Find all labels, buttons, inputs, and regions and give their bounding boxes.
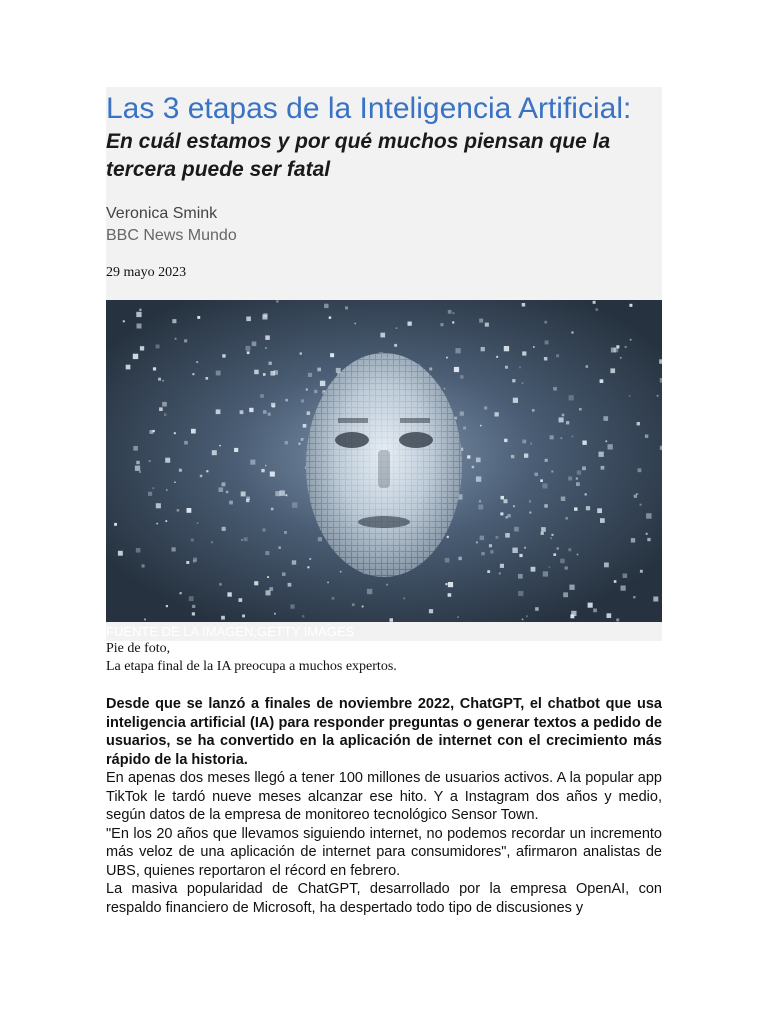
publish-date: 29 mayo 2023 (106, 265, 187, 280)
image-credit: FUENTE DE LA IMAGEN,GETTY IMAGES (106, 624, 355, 639)
article-photo (106, 300, 662, 622)
lead-paragraph: Desde que se lanzó a finales de noviembre 2022, ChatGPT, el chatbot que usa inteligencia artificial (IA) para responder preguntas o generar textos a pedido de usuarios, se ha convertido en la aplicación de internet con el crecimiento más rápido de la historia. (106, 696, 662, 768)
article-body (106, 695, 662, 917)
digital-face-illustration (106, 300, 662, 622)
body-paragraph-3: La masiva popularidad de ChatGPT, desarrollado por la empresa OpenAI, con respaldo financiero de Microsoft, ha despertado todo tipo de discusiones y (106, 881, 662, 916)
body-paragraph-1: En apenas dos meses llegó a tener 100 millones de usuarios activos. A la popular app TikTok le tardó nueve meses alcanzar ese hito. Y a Instagram dos años y medio, según datos de la empresa de monitoreo tecnológico Sensor Town. (106, 770, 662, 823)
author-name: Veronica Smink (106, 205, 218, 222)
caption-label: Pie de foto, (106, 641, 171, 656)
article-subtitle: En cuál estamos y por qué muchos piensan que la tercera puede ser fatal (106, 130, 611, 181)
outlet-name: BBC News Mundo (106, 227, 237, 244)
body-paragraph-2: "En los 20 años que llevamos siguiendo internet, no podemos recordar un incremento más veloz de una aplicación de internet para consumidores", afirmaron analistas de UBS, quienes reportaron el récord en febrero. (106, 825, 662, 879)
article-title: Las 3 etapas de la Inteligencia Artificial: (106, 92, 632, 125)
image-caption: La etapa final de la IA preocupa a muchos expertos. (106, 659, 397, 674)
